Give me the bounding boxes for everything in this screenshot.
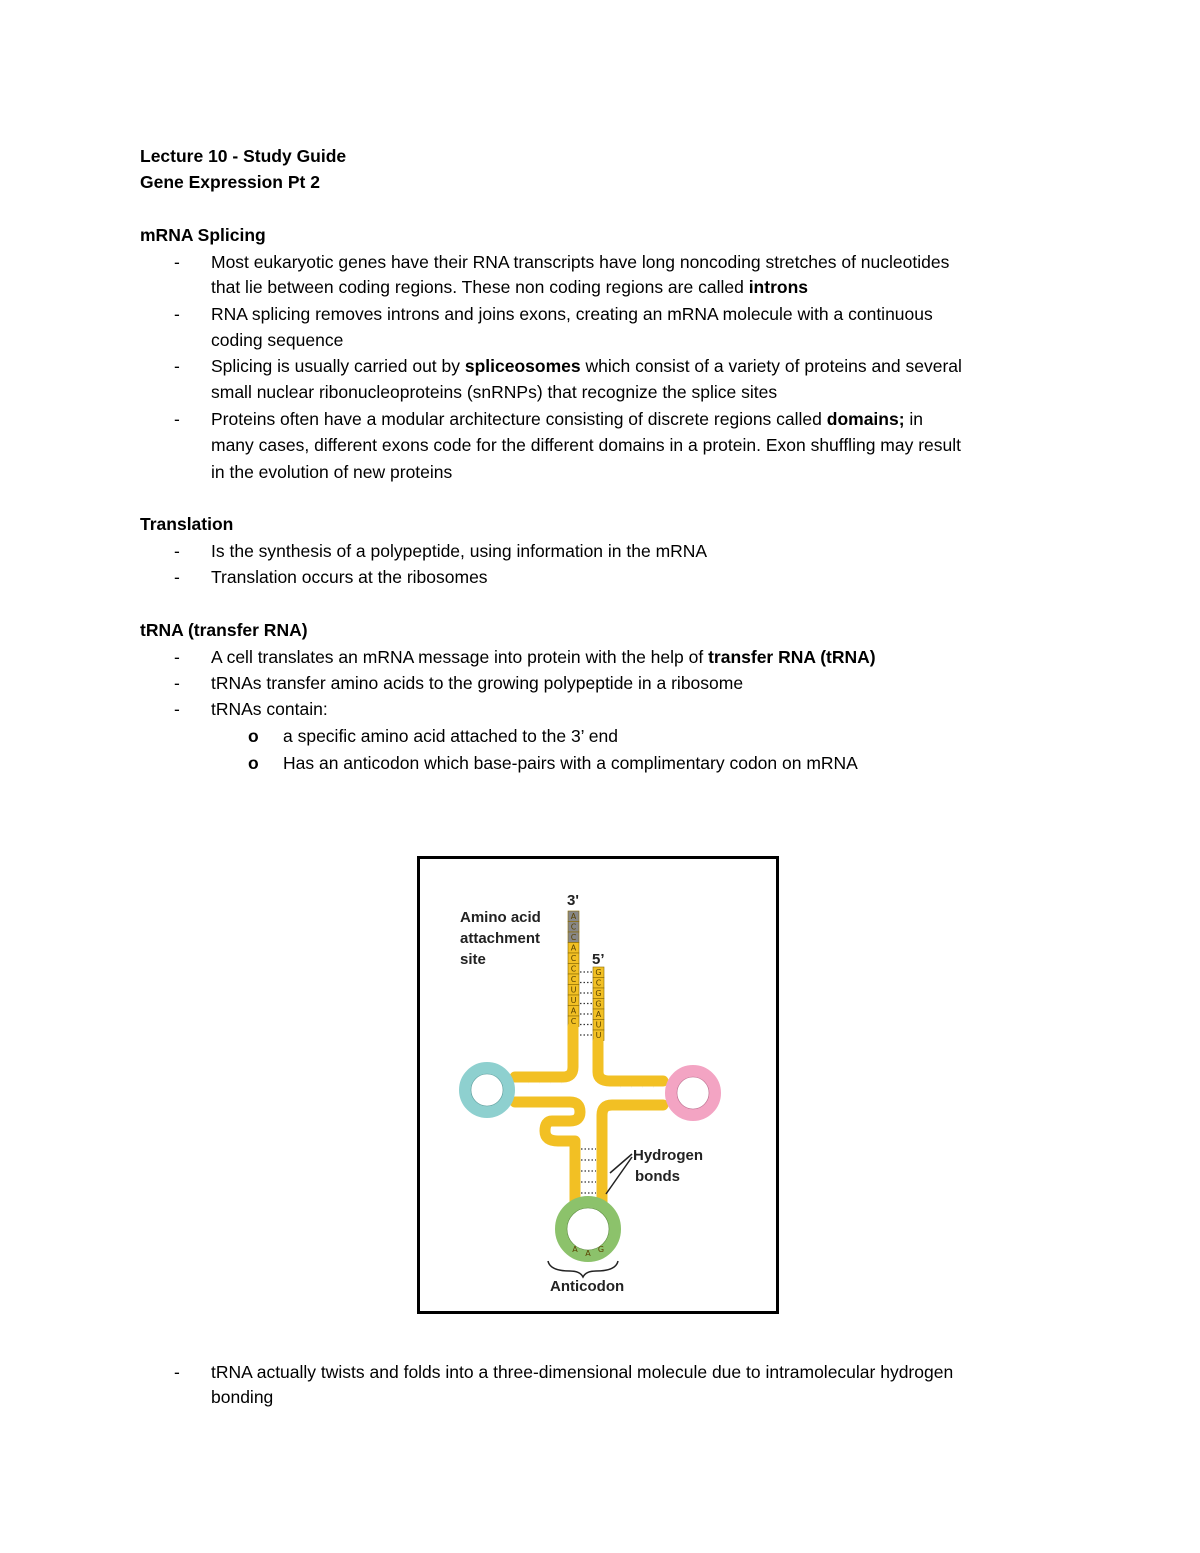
d-loop xyxy=(465,1068,509,1112)
acceptor-3-letter: C xyxy=(570,922,577,932)
acceptor-5-letter: G xyxy=(595,989,602,998)
trna-sub-bullet-2: Has an anticodon which base-pairs with a complimentary codon on mRNA xyxy=(283,753,858,773)
text: A cell translates an mRNA message into protein with the help of xyxy=(211,647,709,667)
trna-sub-bullet-1: a specific amino acid attached to the 3’ end xyxy=(283,726,618,746)
document-title: Lecture 10 - Study Guide xyxy=(140,146,347,166)
trna-figure xyxy=(417,856,779,1314)
d-arm-upper-strand xyxy=(515,1027,573,1077)
acceptor-3-letter: A xyxy=(570,943,577,953)
acceptor-3-letter: C xyxy=(570,954,577,963)
label-amino-acid-3: site xyxy=(460,951,486,968)
trna-after-line-1: tRNA actually twists and folds into a three-dimensional molecule due to intramolecular hydrogen xyxy=(211,1362,954,1382)
trna-after-line-2: bonding xyxy=(211,1387,274,1407)
acceptor-5-letter: C xyxy=(595,978,602,988)
acceptor-5-letter: A xyxy=(595,1010,602,1019)
splicing-bullet-2-line-2: coding sequence xyxy=(211,330,344,350)
splicing-bullet-4-line-1 xyxy=(211,408,923,430)
acceptor-3-letter: C xyxy=(570,933,577,942)
acceptor-3-letter: U xyxy=(570,996,577,1005)
bullet-dash: - xyxy=(174,647,180,667)
acceptor-3-letter: C xyxy=(570,964,577,974)
splicing-bullet-1-line-1: Most eukaryotic genes have their RNA transcripts have long noncoding stretches of nucleotides xyxy=(211,252,950,272)
trna-bullet-2: tRNAs transfer amino acids to the growing polypeptide in a ribosome xyxy=(211,673,744,693)
text: that lie between coding regions. These non coding regions are called xyxy=(211,277,749,297)
splicing-bullet-4-line-3: in the evolution of new proteins xyxy=(211,462,453,482)
anticodon-loop xyxy=(561,1202,615,1256)
t-loop-inner-edge xyxy=(677,1077,709,1109)
hbond-pointer-line xyxy=(610,1154,632,1173)
translation-bullet-1: Is the synthesis of a polypeptide, using information in the mRNA xyxy=(211,541,708,561)
term-transfer-rna: transfer RNA (tRNA) xyxy=(708,647,876,667)
acceptor-5-letter: G xyxy=(595,999,602,1009)
section-heading-splicing: mRNA Splicing xyxy=(140,225,266,245)
term-spliceosomes: spliceosomes xyxy=(464,356,581,376)
trna-bullet-1 xyxy=(211,646,876,668)
acceptor-5-letter: U xyxy=(595,1031,602,1040)
section-heading-trna: tRNA (transfer RNA) xyxy=(140,620,308,640)
label-3-prime: 3' xyxy=(567,892,579,909)
bullet-dash: - xyxy=(174,409,180,429)
bullet-dash: - xyxy=(174,252,180,272)
text: Proteins often have a modular architecture consisting of discrete regions called xyxy=(211,409,827,429)
translation-bullet-2: Translation occurs at the ribosomes xyxy=(211,567,488,587)
bullet-dash: - xyxy=(174,673,180,693)
term-domains: domains; xyxy=(826,409,905,429)
splicing-bullet-4-line-2: many cases, different exons code for the different domains in a protein. Exon shuffling may result xyxy=(211,435,962,455)
bullet-circle: o xyxy=(248,753,259,773)
bullet-dash: - xyxy=(174,304,180,324)
bullet-dash: - xyxy=(174,699,180,719)
bullet-dash: - xyxy=(174,1362,180,1382)
acceptor-3-letter: A xyxy=(570,1006,577,1016)
label-amino-acid-1: Amino acid xyxy=(460,909,541,926)
hbond-pointer-line xyxy=(606,1157,632,1194)
section-heading-translation: Translation xyxy=(140,514,234,534)
acceptor-5-letter: G xyxy=(595,968,602,977)
bullet-dash: - xyxy=(174,567,180,587)
anticodon-letter: G xyxy=(597,1245,605,1254)
text: Splicing is usually carried out by xyxy=(211,356,465,376)
bullet-circle: o xyxy=(248,726,259,746)
acceptor-3-letter: C xyxy=(570,975,577,984)
label-hydrogen-bonds-2: bonds xyxy=(635,1168,680,1185)
anticodon-letter: A xyxy=(572,1245,578,1254)
splicing-bullet-1-line-2 xyxy=(211,276,808,298)
t-loop xyxy=(671,1071,715,1115)
text: in xyxy=(904,409,924,429)
d-loop-inner-edge xyxy=(471,1074,503,1106)
anticodon-letter: A xyxy=(585,1249,591,1258)
bullet-dash: - xyxy=(174,356,180,376)
trna-bullet-3: tRNAs contain: xyxy=(211,699,328,719)
label-anticodon: Anticodon xyxy=(550,1278,625,1295)
label-amino-acid-2: attachment xyxy=(460,930,541,947)
acceptor-5-letter: U xyxy=(595,1020,602,1030)
t-arm-upper-strand xyxy=(598,1042,663,1081)
text: which consist of a variety of proteins and several xyxy=(580,356,962,376)
anticodon-loop-inner-edge xyxy=(567,1208,609,1250)
trna-diagram xyxy=(420,859,776,1311)
d-arm-lower-strand xyxy=(515,1102,580,1204)
acceptor-3-letter: U xyxy=(570,985,577,995)
acceptor-3-letter: C xyxy=(570,1017,577,1026)
splicing-bullet-3-line-2: small nuclear ribonucleoproteins (snRNPs) that recognize the splice sites xyxy=(211,382,778,402)
splicing-bullet-3-line-1 xyxy=(211,355,962,377)
label-hydrogen-bonds-1: Hydrogen xyxy=(633,1147,704,1164)
splicing-bullet-2-line-1: RNA splicing removes introns and joins exons, creating an mRNA molecule with a continuous xyxy=(211,304,933,324)
bullet-dash: - xyxy=(174,541,180,561)
label-5-prime: 5’ xyxy=(592,951,605,968)
anticodon-brace xyxy=(548,1261,618,1277)
term-introns: introns xyxy=(748,277,808,297)
acceptor-3-letter: A xyxy=(570,912,577,921)
document-subtitle: Gene Expression Pt 2 xyxy=(140,172,320,192)
